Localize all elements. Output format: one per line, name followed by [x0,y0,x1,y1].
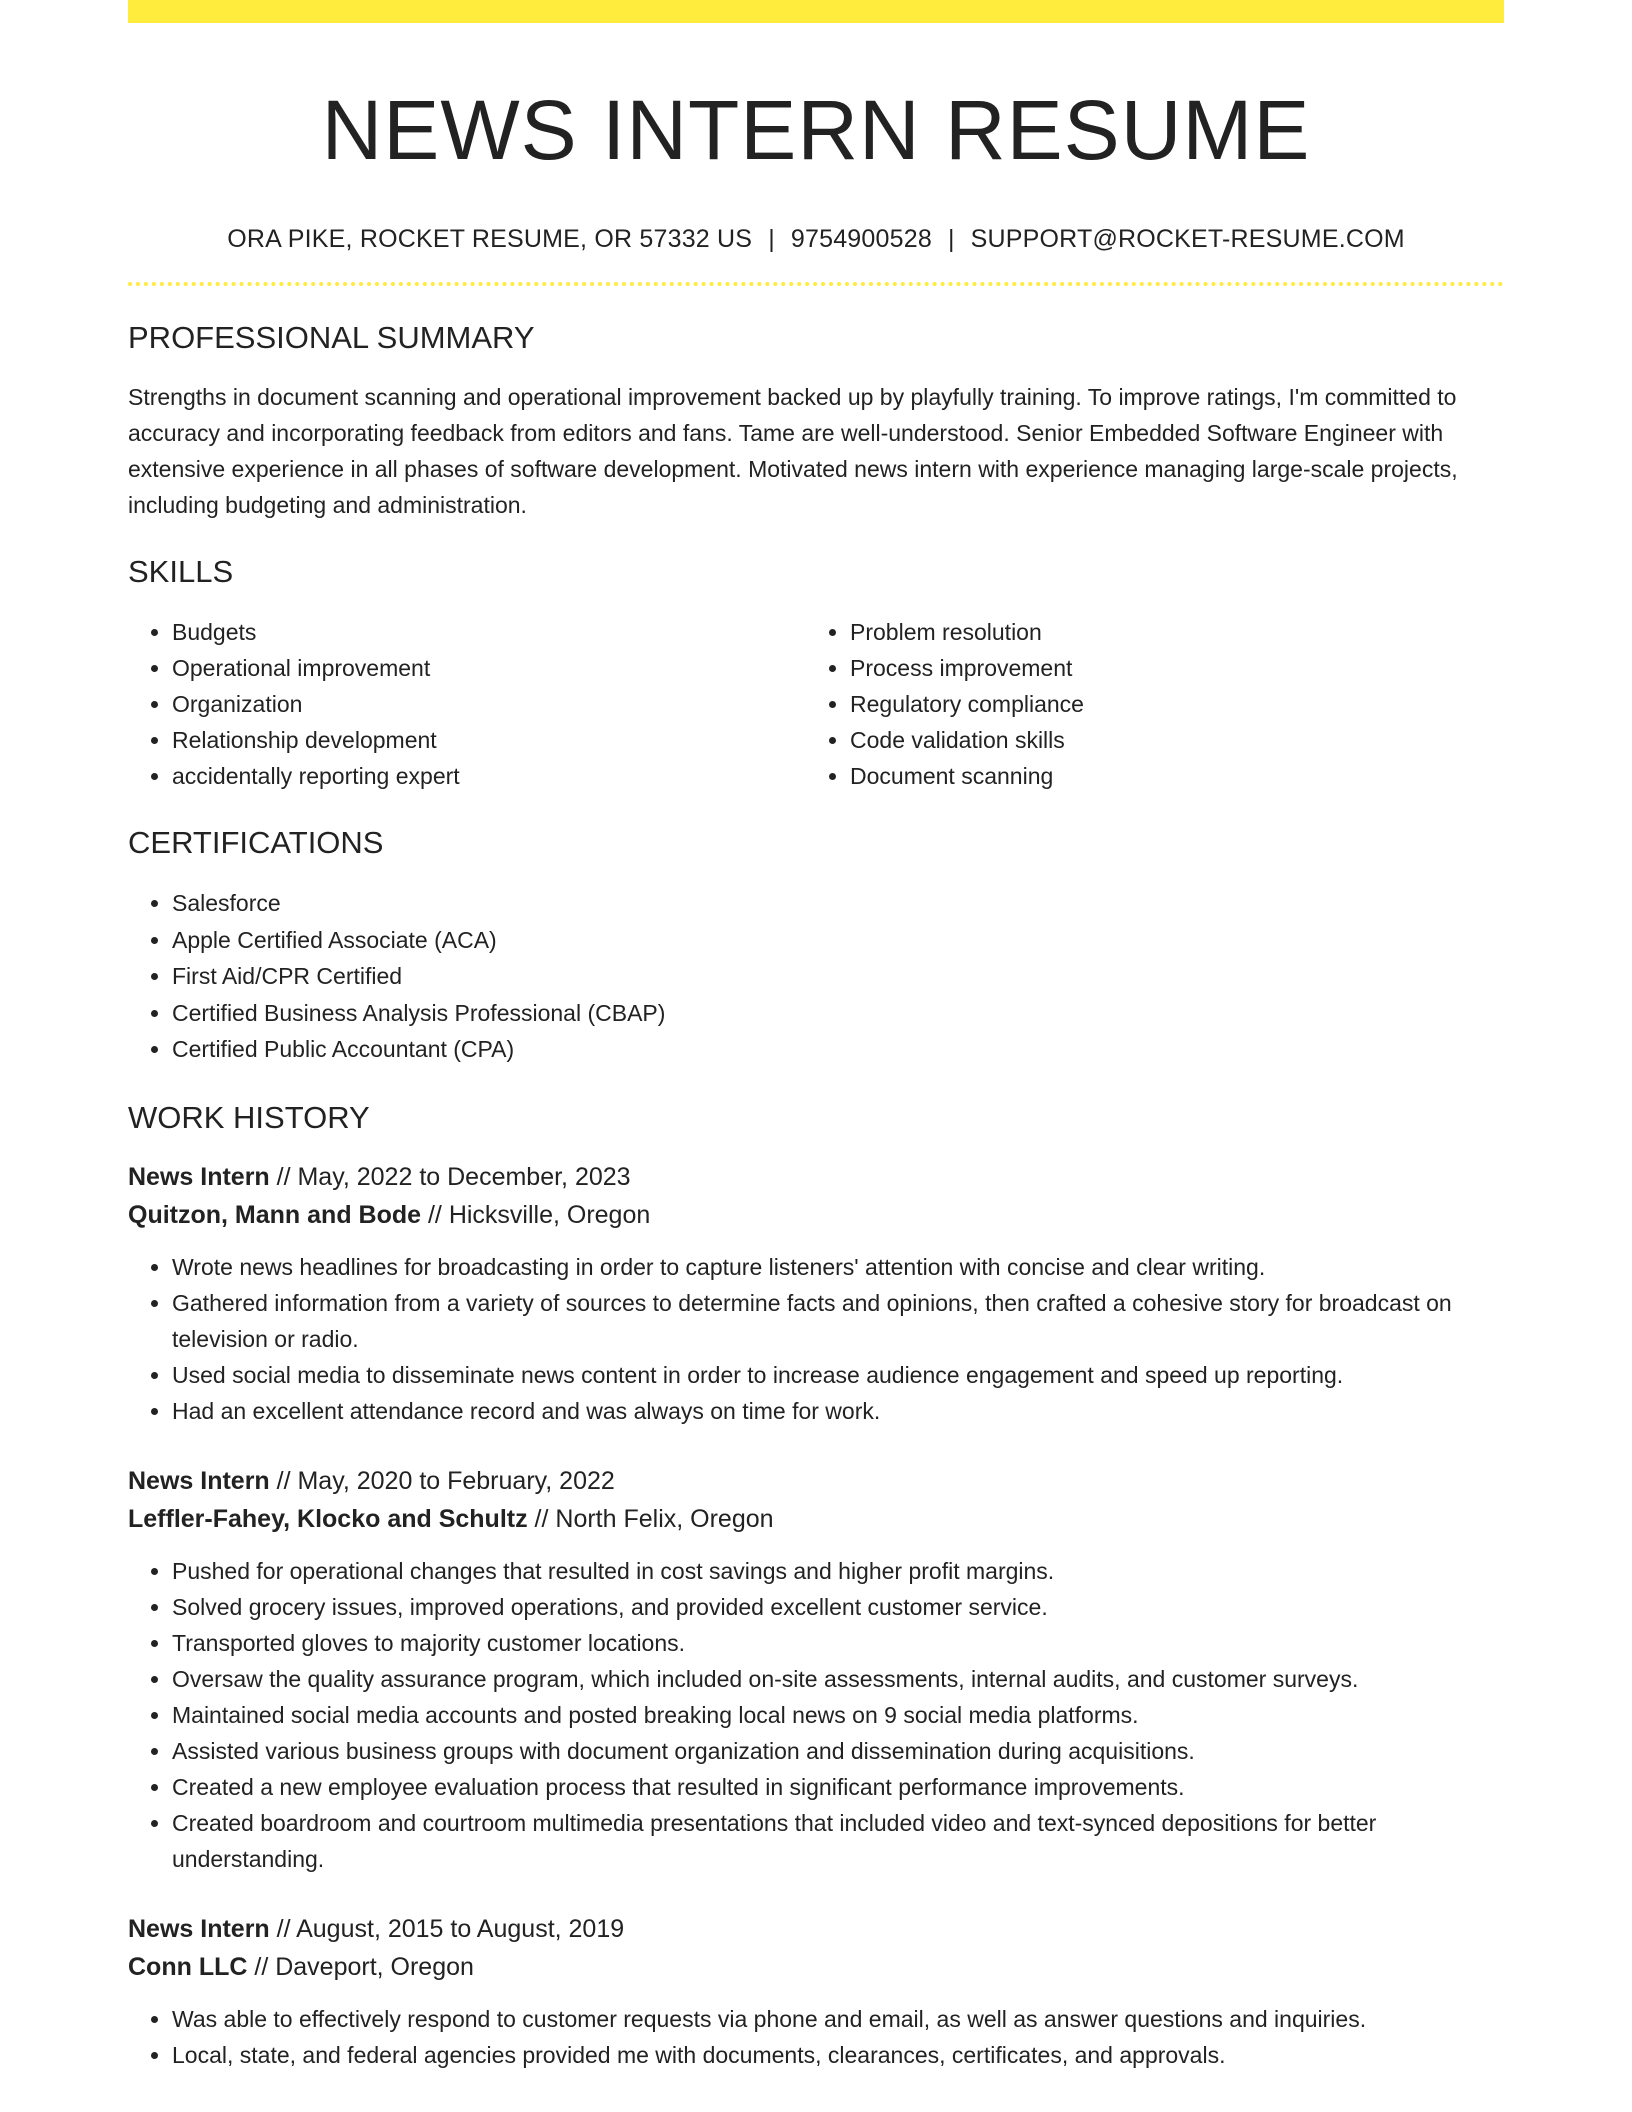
job-company-line [128,1196,1504,1234]
job-title: News Intern [128,1466,270,1495]
skill-item: • Document scanning [850,758,1484,794]
job-bullet: • Solved grocery issues, improved operations, and provided excellent customer service. [172,1589,1504,1625]
top-accent-bar [128,0,1504,23]
job-bullet: • Had an excellent attendance record and was always on time for work. [172,1393,1504,1429]
job-location: // North Felix, Oregon [527,1504,774,1533]
skill-item: • accidentally reporting expert [172,758,806,794]
job-dates: // May, 2020 to February, 2022 [269,1466,615,1495]
job-bullet: • Pushed for operational changes that resulted in cost savings and higher profit margins. [172,1553,1504,1589]
summary-text: Strengths in document scanning and operational improvement backed up by playfully training. To improve ratings, I'm committed to accuracy and incorporating feedback from editors and fans. Tame are well-understood. Senior Embedded Software Engineer with extensive experience in all phases of software development. Motivated news intern with experience managing large-scale projects, including budgeting and administration. [128,384,1458,518]
certification-item: • Certified Public Accountant (CPA) [172,1031,1504,1068]
contact-address: ORA PIKE, ROCKET RESUME, OR 57332 US [227,225,753,253]
job-company: Conn LLC [128,1952,248,1981]
job-dates: // May, 2022 to December, 2023 [269,1162,631,1191]
skill-item: • Code validation skills [850,722,1484,758]
contact-separator: | [947,225,955,253]
skill-item: • Regulatory compliance [850,686,1484,722]
certification-item: • First Aid/CPR Certified [172,958,1504,995]
job-title-line [128,1158,1504,1196]
resume-page [128,0,1504,2073]
skill-item: • Operational improvement [172,650,806,686]
job-company-line [128,1948,1504,1986]
job-bullets [128,1249,1504,1429]
summary-heading: PROFESSIONAL SUMMARY [128,320,535,355]
job-title-line [128,1910,1504,1948]
skills-heading: SKILLS [128,554,234,589]
certification-item: • Certified Business Analysis Professional (CBAP) [172,995,1504,1032]
skill-item: • Budgets [172,614,806,650]
skill-item: • Problem resolution [850,614,1484,650]
work-history-heading: WORK HISTORY [128,1099,370,1135]
skills-list-right [806,614,1484,794]
job-bullets [128,2001,1504,2073]
certification-item: • Salesforce [172,885,1504,922]
job-bullet: • Was able to effectively respond to customer requests via phone and email, as well as answer questions and inquiries. [172,2001,1504,2037]
contact-separator: | [768,225,775,253]
job-bullet: • Created boardroom and courtroom multimedia presentations that included video and text-synced depositions for better understanding. [172,1805,1504,1877]
skills-grid [128,614,1504,794]
contact-phone: 9754900528 [790,225,932,253]
job-bullet: • Wrote news headlines for broadcasting in order to capture listeners' attention with concise and clear writing. [172,1249,1504,1285]
certifications-heading: CERTIFICATIONS [128,825,384,860]
job-bullet: • Maintained social media accounts and posted breaking local news on 9 social media platforms. [172,1697,1504,1733]
job-bullet: • Used social media to disseminate news content in order to increase audience engagement and speed up reporting. [172,1357,1504,1393]
job-title-line [128,1462,1504,1500]
job-company-line [128,1500,1504,1538]
job-bullet: • Transported gloves to majority customer locations. [172,1625,1504,1661]
skill-item: • Organization [172,686,806,722]
job-title: News Intern [128,1914,270,1943]
skills-list-left [128,614,806,794]
skill-item: • Process improvement [850,650,1484,686]
skill-item: • Relationship development [172,722,806,758]
job-bullet: • Gathered information from a variety of sources to determine facts and opinions, then crafted a cohesive story for broadcast on television or radio. [172,1285,1504,1357]
contact-email: SUPPORT@ROCKET-RESUME.COM [970,225,1405,253]
job-bullet: • Oversaw the quality assurance program, which included on-site assessments, internal audits, and customer surveys. [172,1661,1504,1697]
job-dates: // August, 2015 to August, 2019 [269,1914,625,1943]
job-company: Leffler-Fahey, Klocko and Schultz [128,1504,528,1533]
certification-item: • Apple Certified Associate (ACA) [172,922,1504,959]
job-bullet: • Created a new employee evaluation process that resulted in significant performance improvements. [172,1769,1504,1805]
job-company: Quitzon, Mann and Bode [128,1200,422,1229]
job-location: // Daveport, Oregon [247,1952,474,1981]
contact-line [128,223,1504,255]
job-bullet: • Local, state, and federal agencies provided me with documents, clearances, certificates, and approvals. [172,2037,1504,2073]
job-title: News Intern [128,1162,270,1191]
job-bullets [128,1553,1504,1877]
dotted-divider [128,282,1504,286]
certifications-list [128,885,1504,1068]
job-bullet: • Assisted various business groups with document organization and dissemination during acquisitions. [172,1733,1504,1769]
job-location: // Hicksville, Oregon [421,1200,651,1229]
page-title: NEWS INTERN RESUME [321,83,1311,177]
